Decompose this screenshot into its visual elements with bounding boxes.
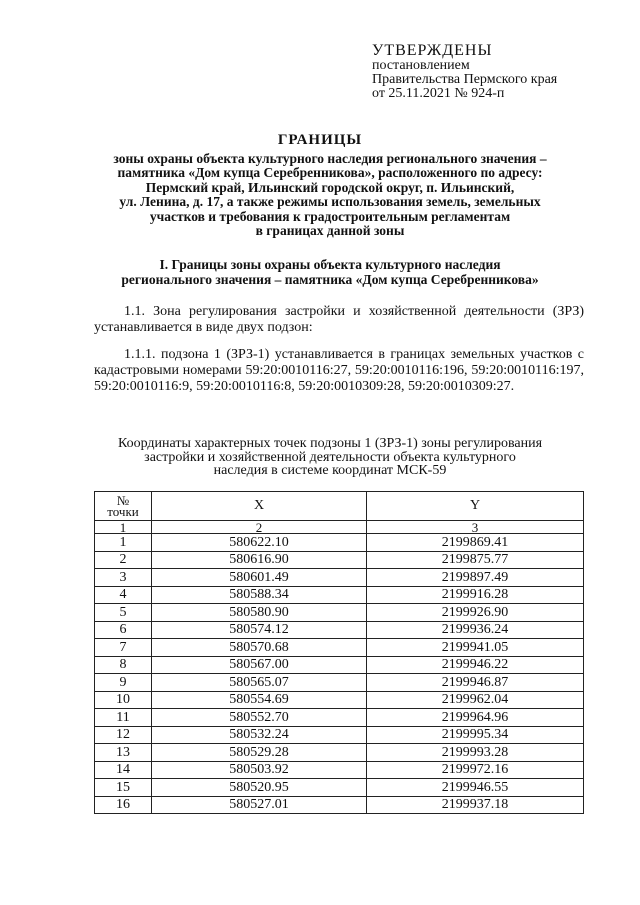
x-coordinate-cell: 580554.69 xyxy=(152,691,367,709)
approval-line: постановлением xyxy=(372,58,470,73)
subtitle-line: в границах данной зоны xyxy=(255,223,405,239)
subtitle-line: памятника «Дом купца Серебренникова», расположенного по адресу: xyxy=(117,165,543,181)
table-row xyxy=(95,761,584,779)
point-number-cell: 4 xyxy=(95,586,152,604)
y-coordinate-cell: 2199962.04 xyxy=(367,691,584,709)
column-header-y: Y xyxy=(367,492,584,521)
column-header-x: X xyxy=(152,492,367,521)
table-row xyxy=(95,639,584,657)
coordinates-table xyxy=(94,491,584,814)
point-number-cell: 11 xyxy=(95,709,152,727)
subtitle-line: зоны охраны объекта культурного наследия регионального значения – xyxy=(113,151,547,166)
paragraph-1-1-1: 1.1.1. подзона 1 (ЗРЗ-1) устанавливается в границах земельных участков с кадастровыми номерами 59:20:0010116:27, 59:20:0010116:196, 59:20:0010116:197, 59:20:0010116:9, 59:20:0010116:8, 59:20:0010309:28, 59:20:0010309:27. xyxy=(94,347,584,394)
point-number-cell: 8 xyxy=(95,656,152,674)
y-coordinate-cell: 2199869.41 xyxy=(367,534,584,552)
column-index: 2 xyxy=(152,521,367,534)
y-coordinate-cell: 2199926.90 xyxy=(367,604,584,622)
point-number-cell: 9 xyxy=(95,674,152,692)
y-coordinate-cell: 2199972.16 xyxy=(367,761,584,779)
y-coordinate-cell: 2199946.87 xyxy=(367,674,584,692)
column-header-point-number xyxy=(95,492,152,521)
approval-line: Правительства Пермского края xyxy=(372,72,558,87)
caption-line: Координаты характерных точек подзоны 1 (ЗРЗ-1) зоны регулирования xyxy=(117,436,543,451)
point-number-cell: 5 xyxy=(95,604,152,622)
y-coordinate-cell: 2199937.18 xyxy=(367,796,584,814)
document-subtitle xyxy=(70,152,590,238)
x-coordinate-cell: 580552.70 xyxy=(152,709,367,727)
table-row xyxy=(95,709,584,727)
point-number-cell: 13 xyxy=(95,744,152,762)
x-coordinate-cell: 580570.68 xyxy=(152,639,367,657)
table-row xyxy=(95,551,584,569)
x-coordinate-cell: 580616.90 xyxy=(152,551,367,569)
caption-line: наследия в системе координат МСК-59 xyxy=(213,463,447,478)
y-coordinate-cell: 2199964.96 xyxy=(367,709,584,727)
y-coordinate-cell: 2199941.05 xyxy=(367,639,584,657)
y-coordinate-cell: 2199995.34 xyxy=(367,726,584,744)
document-title: ГРАНИЦЫ xyxy=(277,132,363,148)
y-coordinate-cell: 2199875.77 xyxy=(367,551,584,569)
table-row xyxy=(95,534,584,552)
table-row xyxy=(95,726,584,744)
point-number-cell: 1 xyxy=(95,534,152,552)
point-number-cell: 6 xyxy=(95,621,152,639)
table-caption xyxy=(60,437,600,478)
x-coordinate-cell: 580520.95 xyxy=(152,779,367,797)
y-coordinate-cell: 2199993.28 xyxy=(367,744,584,762)
table-row xyxy=(95,621,584,639)
table-row xyxy=(95,674,584,692)
table-row xyxy=(95,691,584,709)
x-coordinate-cell: 580532.24 xyxy=(152,726,367,744)
header-points: точки xyxy=(107,504,139,519)
header-number-sign: № xyxy=(116,493,130,508)
caption-line: застройки и хозяйственной деятельности объекта культурного xyxy=(144,449,516,465)
paragraph-1-1: 1.1. Зона регулирования застройки и хозяйственной деятельности (ЗРЗ) устанавливается в виде двух подзон: xyxy=(94,304,584,335)
x-coordinate-cell: 580527.01 xyxy=(152,796,367,814)
subtitle-line: Пермский край, Ильинский городской округ, п. Ильинский, xyxy=(145,179,515,195)
approval-stamp xyxy=(372,42,557,101)
table-row xyxy=(95,569,584,587)
subtitle-line: ул. Ленина, д. 17, а также режимы использования земель, земельных xyxy=(119,194,541,210)
x-coordinate-cell: 580588.34 xyxy=(152,586,367,604)
x-coordinate-cell: 580565.07 xyxy=(152,674,367,692)
y-coordinate-cell: 2199946.55 xyxy=(367,779,584,797)
section-line: I. Границы зоны охраны объекта культурного наследия xyxy=(159,257,501,272)
y-coordinate-cell: 2199897.49 xyxy=(367,569,584,587)
point-number-cell: 16 xyxy=(95,796,152,814)
column-index-row xyxy=(95,521,584,534)
y-coordinate-cell: 2199916.28 xyxy=(367,586,584,604)
y-coordinate-cell: 2199936.24 xyxy=(367,621,584,639)
point-number-cell: 12 xyxy=(95,726,152,744)
table-row xyxy=(95,604,584,622)
x-coordinate-cell: 580529.28 xyxy=(152,744,367,762)
point-number-cell: 7 xyxy=(95,639,152,657)
approval-date: от 25.11.2021 № 924-п xyxy=(372,86,505,101)
point-number-cell: 14 xyxy=(95,761,152,779)
point-number-cell: 15 xyxy=(95,779,152,797)
table-row xyxy=(95,586,584,604)
column-index: 3 xyxy=(367,521,584,534)
subtitle-line: участков и требования к градостроительным регламентам xyxy=(149,208,511,224)
approval-heading: УТВЕРЖДЕНЫ xyxy=(372,42,493,59)
x-coordinate-cell: 580503.92 xyxy=(152,761,367,779)
x-coordinate-cell: 580601.49 xyxy=(152,569,367,587)
y-coordinate-cell: 2199946.22 xyxy=(367,656,584,674)
column-index: 1 xyxy=(95,521,152,534)
x-coordinate-cell: 580580.90 xyxy=(152,604,367,622)
table-row xyxy=(95,779,584,797)
table-row xyxy=(95,744,584,762)
section-line: регионального значения – памятника «Дом купца Серебренникова» xyxy=(121,271,539,287)
x-coordinate-cell: 580622.10 xyxy=(152,534,367,552)
section-heading xyxy=(70,258,590,287)
point-number-cell: 2 xyxy=(95,551,152,569)
x-coordinate-cell: 580567.00 xyxy=(152,656,367,674)
point-number-cell: 10 xyxy=(95,691,152,709)
table-row xyxy=(95,796,584,814)
point-number-cell: 3 xyxy=(95,569,152,587)
x-coordinate-cell: 580574.12 xyxy=(152,621,367,639)
table-row xyxy=(95,656,584,674)
